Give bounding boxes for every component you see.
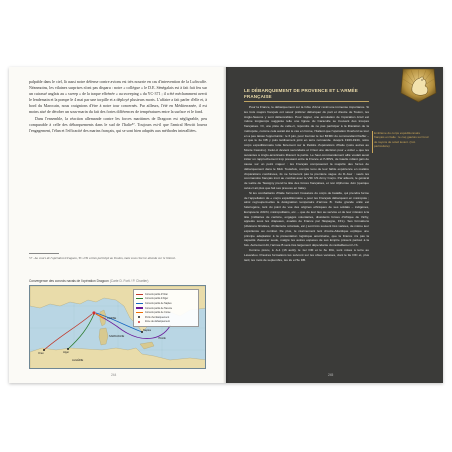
route-alger [68,314,94,349]
legend-dot-icon [138,316,140,318]
badge-caption: Emblème du corps expéditionnaire français en Italie : le coq gaulois sur fond de rayons de soleil levant. (Col. particulière) [374,131,429,149]
book-spread [9,67,443,383]
route-oran [44,314,92,350]
port-oran [43,349,45,351]
map-label-naples: Naples [143,329,152,332]
map-label-italie: ITALIE [158,337,166,340]
legend-label: Ports d'embarquement [145,315,170,319]
legend-line-icon [136,307,143,308]
legend-line-icon [136,303,143,304]
page-number-left: 244 [111,373,117,377]
map-label-algerie: ALGÉRIE [72,359,84,362]
landing-zone [92,311,95,314]
map-credit: (Carte D. Forti / P. Chartier) [109,279,149,283]
sidebar-body-text [244,105,369,263]
legend-line-icon [136,298,143,299]
page-number-right: 245 [328,373,334,377]
legend-label: Convois partis de Naples [145,301,172,305]
legend-label: Convois partis de Corse [145,311,171,315]
legend-rows [136,292,196,324]
left-paragraph: palpable dans le ciel, là aussi notre défense contre avions est très nourrie en cas d'intervention de la Luftwaffe. Néanmoins, les vilaines surprises n'ont pas disparu : notre « collègue » le D.E. Sénégalais est à fait fait feu sur un cuirassé anglais au « sweep » de la traque effrénée « au sweeping » du YC-371 ; il a été méchamment averti le lendemain et la pompe le 4 mai par une torpille et a déployé plusieurs morts. L'affaire a fait parler d'elle et, à bord du Marocain, nous craignions d'être à notre tour concernés. Par ailleurs, l'été en Méditerranée, il est moins aisé de dérober un sous-marin du fait des fortes différences de températures entre la surface et le fond. [29,79,207,115]
legend-label: Zone de débarquement [145,320,170,324]
left-body-text [29,79,207,134]
convoy-map [29,285,206,369]
sidebar-title: LE DÉBARQUEMENT DE PROVENCE ET L'ARMÉE FRANÇAISE [244,88,358,99]
cock-emblem-icon [399,67,438,103]
map-label-alger: Alger [63,351,70,354]
right-page [226,67,443,383]
legend-label: Convois partis d'Oran [145,292,168,296]
land-north-africa [30,348,206,369]
map-label-oran: Oran [38,352,44,355]
left-paragraph: Dans l'ensemble, la réaction allemande contre les forces maritimes de Dragoon est négligeable, peu comparable à celle des débarquements dans le sud de l'Italie⁵⁷. Toujours est-il que l'amiral Hewitt louera l'engagement, l'élan et l'efficacité des marins français, qui se sont bien adaptés aux méthodes interalliées. [29,115,207,133]
footnote-rule [29,253,59,254]
map-legend [133,289,199,327]
sidebar-paragraph: Pour la France, le débarquement sur la Côte d'Azur revêt une immense importance. Si les trois majors français ont savoir préférer débarquer du part et d'autre de Toulon, les Anglo-Saxons y sont défavorables. Pour rappel, une annulation de l'opération Anvil est même longtemps suggérée telle une lignée du Caraculle se trouvant des troupes françaises. Or, une piste de celle-ci, répondre de ne pas participer à la libération de la métropole, comme cela aurait été le cas en Corse, l'Italient que l'opération Overlord se tour en a peu laissé l'opportunité : le 6 juin, pour fournier le 1er BFMC du commandant Kieffer – et que le 2e DB y puis tardivement joint en terre normande. Jusqu'à 1943-1944, notre corps expéditionnaire lutte fièrement sur la théâtre d'opérations d'Italie (voire autres au Monte Cassino). Celui-ci devient secondaire et il faut une décision pour « éviter » que les suivantes à Anglo-américains libèrent la patrie. Le haut-commandement allié voulait aussi initier un rapprochement trop pressant entre la France et l'URSS, de Gaulle ndiant gain de cause sur un point majeur : les Français composeront la majorité des forces de débarquement dans le Midi. Toutefois, compte tenu de leur faible expérience en matière d'opérations combinées, ils ne formeront pas la première vague du D-Jour : seuls les commandos français iront au combat avec le VIth US Army Corps. Par ailleurs, le général de Lattre de Tassigny prend la tête des forces françaises, et non Alphonse Juin (quoique celui-ci ait plus que fait ses preuves en Italie). [244,105,369,190]
sidebar-paragraph: Comme prévu, à J+1 (16 août), le 1er DM et le 3e DIA, sont mises à terre au Lavandou. D'autres formations les suivront sur les côtes varoises, dont le 9e DIC et, plus tard, les mois de septembre, les 2e et 5e DB. [244,248,369,262]
map-caption [29,279,207,283]
map-label-corse: CORSE [107,317,117,320]
island-sardinia [99,328,108,345]
legend-line-icon [136,312,143,313]
title-rule [244,101,369,102]
map-label-sardaigne: SARDAIGNE [109,335,125,338]
badge-image [399,67,438,103]
map-caption-title: Convergence des convois navals de l'opération Dragoon [29,279,109,283]
book-gutter [223,67,229,383]
footnote: 57 . Au cours de l'opération Dragoon, YC-239 a bien participé au Toulon, mais sous réserve attendu sur le littoral. [29,256,176,260]
left-page [9,67,226,383]
port-alger [67,348,69,350]
sidebar-paragraph: Si les combattants d'Italie formeront l'ossature du corps de bataille, qui prendra forme de l'appellation de « corps expéditionnaire » pour les Français débarquant en métropole ; ainsi regroupent-elles la désignation temporaire d'armée B. Cette grande unité est hétérogène, tant du point de vue des origines ethniques de ses soldats – indigènes, Européens d'AFN, métropolitains, etc. – que de leur lien au service et de leur mission à la tête (militaires de carrière, engagés volontaires, dissidents forces d'Afrique de Vichy, appelés sous les drapeaux, évadés de France par l'Espagne, FFL). Ses formations (divisions blindées, d'infanterie coloniale, etc.) sont très souvent très variées, de même leur expérience au combat. De plus, le réarmement lent d'outre-Atlantique explique une principe adaptation à la présentation logistique américaine, que la France n'a pas la capacité d'assurer seule, malgré les autres espaces de ses Empire présent partout à la fois. Autrement dit, l'armée B sera très largement dépendante du ravitaillement U.S. [244,190,369,248]
legend-label: Convois partis d'Alger [145,297,169,301]
legend-label: Convois partis de Tarente [145,306,173,310]
legend-dot-icon [138,321,140,323]
legend-item [136,320,196,325]
island-sicily [140,342,154,349]
legend-line-icon [136,294,143,295]
